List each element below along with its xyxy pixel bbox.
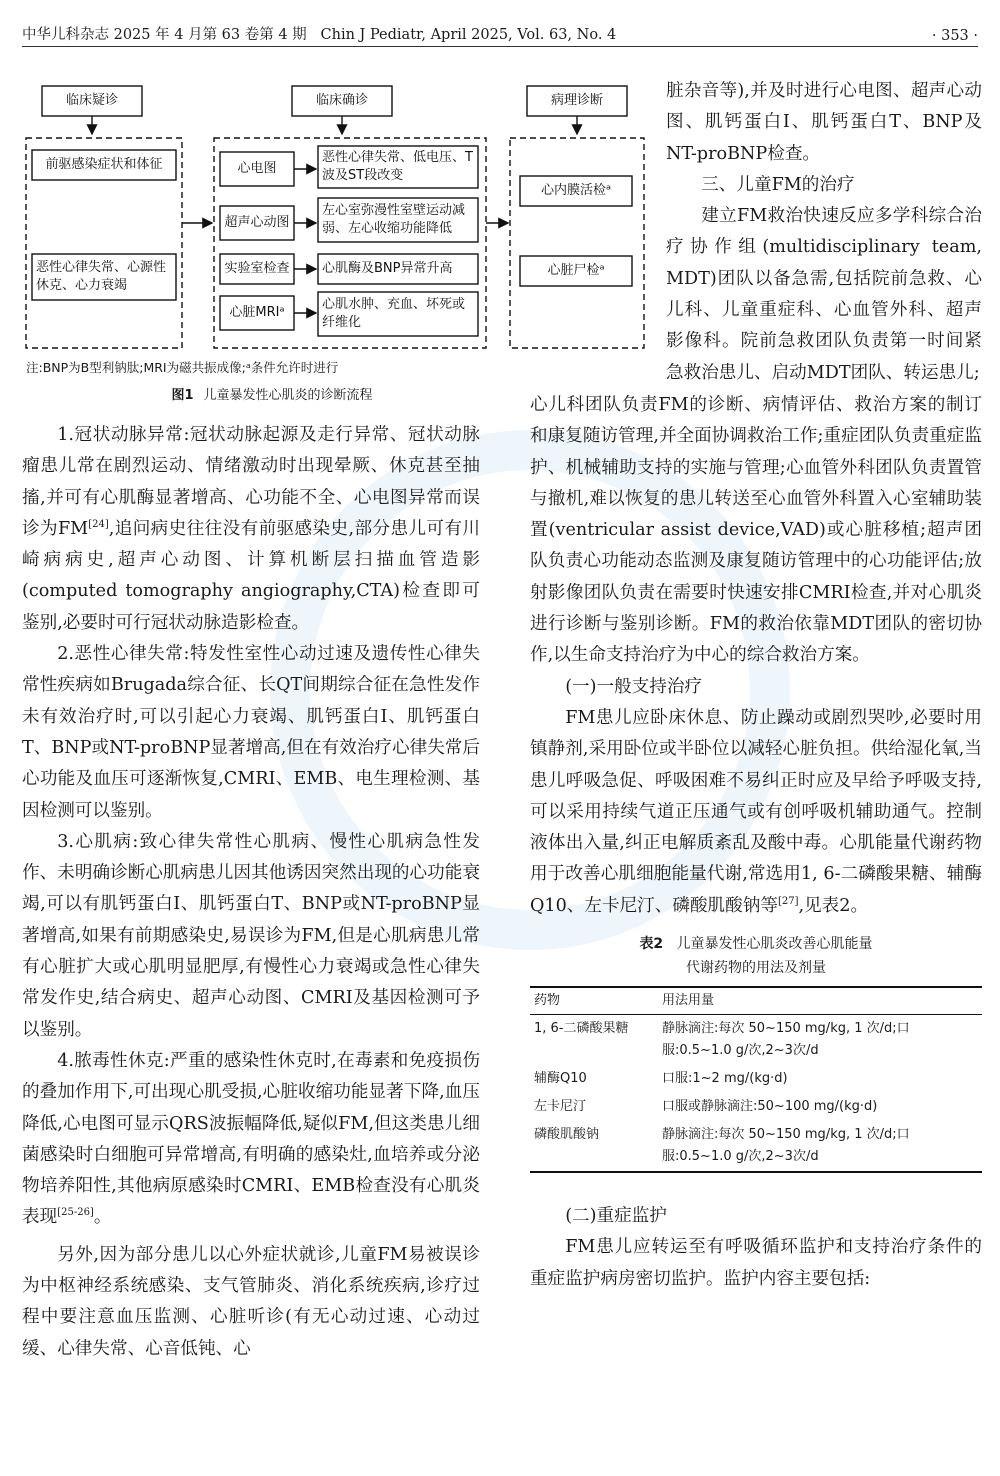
finding-lab: 心肌酶及BNP异常升高 — [322, 261, 453, 276]
table-row: 辅酶Q10 口服:1~2 mg/(kg·d) — [534, 1071, 788, 1087]
table-title-line2: 代谢药物的用法及剂量 — [686, 960, 826, 977]
paragraph: 1.冠状动脉异常:冠状动脉起源及走行异常、冠状动脉瘤患儿常在剧烈运动、情绪激动时出现晕厥、休克甚至抽搐,并可有心肌酶显著增高、心功能不全、心电图异常而误诊为FM[24],追问病史往往没有前驱感染史,部分患儿可有川崎病病史,超声心动图、计算机断层扫描血管造影(computed tomography angiography,CTA)检查即可鉴别,必要时可行冠状动脉造影检查。 — [22, 425, 480, 633]
citation: [27] — [777, 895, 799, 907]
left-column — [22, 420, 480, 1365]
finding-ecg: 恶性心律失常、低电压、T波及ST段改变 — [322, 150, 473, 183]
journal-title-en: Chin J Pediatr, April 2025, Vol. 63, No. 4 — [320, 27, 617, 43]
paragraph: 3.心肌病:致心律失常性心肌病、慢性心肌病急性发作、未明确诊断心肌病患儿因其他诱因突然出现的心功能衰竭,可以有肌钙蛋白I、肌钙蛋白T、BNP或NT-proBNP显著增高,如果有前期感染史,易误诊为FM,但是心肌病患儿常有心脏扩大或心肌明显肥厚,有慢性心力衰竭或急性心律失常发作史,结合病史、超声心动图、CMRI及基因检测可予以鉴别。 — [22, 831, 480, 1040]
finding-mri: 心肌水肿、充血、坏死或纤维化 — [322, 297, 466, 330]
paragraph: 心儿科团队负责FM的诊断、病情评估、救治方案的制订和康复随访管理,并全面协调救治工作;重症团队负责重症监护、机械辅助支持的实施与管理;心血管外科团队负责置管与撤机,难以恢复的患儿转送至心血管外科置入心室辅助装置(ventricular assist device,VAD)或心脏移植;超声团队负责心功能动态监测及康复随访管理中的心功能评估;放射影像团队负责在需要时快速安排CMRI检查,并对心肌炎进行诊断与鉴别诊断。FM的救治依靠MDT团队的密切协作,以生命支持治疗为中心的综合救治方案。 — [530, 395, 982, 666]
col1-item: 恶性心律失常、心源性休克、心力衰竭 — [36, 260, 167, 293]
table-2 — [530, 932, 982, 1173]
paragraph: FM患儿应转运至有呼吸循环监护和支持治疗条件的重症监护病房密切监护。监护内容主要包括: — [530, 1237, 982, 1289]
subsection-heading: (一)一般支持治疗 — [565, 676, 703, 697]
col3-dashed-group — [510, 138, 644, 348]
citation: [24] — [88, 519, 109, 531]
paragraph: 2.恶性心律失常:特发性室性心动过速及遗传性心律失常性疾病如Brugada综合征、长QT间期综合征在急性发作未有效治疗时,可以引起心力衰竭、肌钙蛋白I、肌钙蛋白T、BNP或NT-proBNP显著增高,但在有效治疗心律失常后心功能及血压可逐渐恢复,CMRI、EMB、电生理检测、基因检测可以鉴别。 — [22, 644, 480, 821]
finding-echo: 左心室弥漫性室壁运动减弱、左心收缩功能降低 — [322, 203, 466, 236]
journal-title-cn: 中华儿科杂志 2025 年 4 月第 63 卷第 4 期 — [22, 27, 307, 43]
col2-title: 临床确诊 — [315, 93, 368, 108]
table-row: 1, 6-二磷酸果糖 静脉滴注:每次 50~150 mg/kg, 1 次/d;口服:0.5~1.0 g/次,2~3次/d — [534, 1021, 910, 1059]
header-rule — [22, 46, 978, 47]
test-mri: 心脏MRIᵃ — [229, 305, 285, 320]
table-title: 表2 儿童暴发性心肌炎改善心肌能量 — [639, 936, 873, 953]
endomyocardial-biopsy: 心内膜活检ᵃ — [540, 183, 612, 198]
table-row: 磷酸肌酸钠 静脉滴注:每次 50~150 mg/kg, 1 次/d;口服:0.5~1.0 g/次,2~3次/d — [530, 1121, 982, 1172]
section-heading: 三、儿童FM的治疗 — [701, 174, 855, 195]
paragraph: 建立FM救治快速反应多学科综合治疗协作组(multidisciplinary team, MDT)团队以备急需,包括院前急救、心儿科、儿童重症科、心血管外科、超声影像科。院前急救团队负责第一时间紧急救治患儿、启动MDT团队、转运患儿; — [666, 206, 982, 383]
paragraph: 脏杂音等),并及时进行心电图、超声心动图、肌钙蛋白I、肌钙蛋白T、BNP及NT-proBNP检查。 — [666, 81, 982, 164]
page-number: · 353 · — [931, 28, 978, 44]
col1-item: 前驱感染症状和体征 — [45, 157, 163, 172]
test-lab: 实验室检查 — [224, 261, 290, 276]
figure-caption — [22, 384, 522, 403]
diagnosis-flowchart — [22, 78, 662, 378]
figure-note: 注:BNP为B型利钠肽;MRI为磁共振成像;ᵃ条件允许时进行 — [26, 360, 339, 375]
running-header — [22, 18, 978, 44]
citation: [25-26] — [57, 1207, 94, 1219]
figure-caption-text: 儿童暴发性心肌炎的诊断流程 — [203, 388, 373, 403]
table-header: 用法用量 — [662, 993, 715, 1009]
paragraph: 4.脓毒性休克:严重的感染性休克时,在毒素和免疫损伤的叠加作用下,可出现心肌受损,心脏收缩功能显著下降,血压降低,心电图可显示QRS波振幅降低,疑似FM,但这类患儿细菌感染时白细胞可异常增高,有明确的感染灶,血培养或分泌物培养阳性,其他病原感染时CMRI、EMB检查没有心肌炎表现[25-26]。 — [22, 1050, 480, 1228]
right-column-top — [666, 76, 982, 389]
dosage-table — [530, 986, 982, 1173]
autopsy: 心脏尸检ᵃ — [547, 263, 605, 278]
col1-title: 临床疑诊 — [65, 93, 118, 108]
paragraph: FM患儿应卧床休息、防止躁动或剧烈哭吵,必要时用镇静剂,采用卧位或半卧位以减轻心脏负担。供给湿化氧,当患儿呼吸急促、呼吸困难不易纠正时应及早给予呼吸支持,可以采用持续气道正压通气或有创呼吸机辅助通气。控制液体出入量,纠正电解质紊乱及酸中毒。心肌能量代谢药物用于改善心肌细胞能量代谢,常选用1, 6-二磷酸果糖、辅酶Q10、左卡尼汀、磷酸肌酸钠等[27],见表2。 — [530, 707, 982, 916]
subsection-heading: (二)重症监护 — [565, 1206, 667, 1227]
paragraph: 另外,因为部分患儿以心外症状就诊,儿童FM易被误诊为中枢神经系统感染、支气管肺炎、消化系统疾病,诊疗过程中要注意血压监测、心脏听诊(有无心动过速、心动过缓、心律失常、心音低钝、心 — [22, 1244, 480, 1359]
figure-label: 图1 — [171, 388, 194, 403]
test-ecg: 心电图 — [237, 161, 277, 176]
table-row: 左卡尼汀 口服或静脉滴注:50~100 mg/(kg·d) — [534, 1099, 878, 1115]
table-header: 药物 — [534, 993, 561, 1009]
test-echo: 超声心动图 — [224, 215, 290, 230]
col3-title: 病理诊断 — [550, 93, 603, 108]
right-column-bottom — [530, 390, 982, 1295]
